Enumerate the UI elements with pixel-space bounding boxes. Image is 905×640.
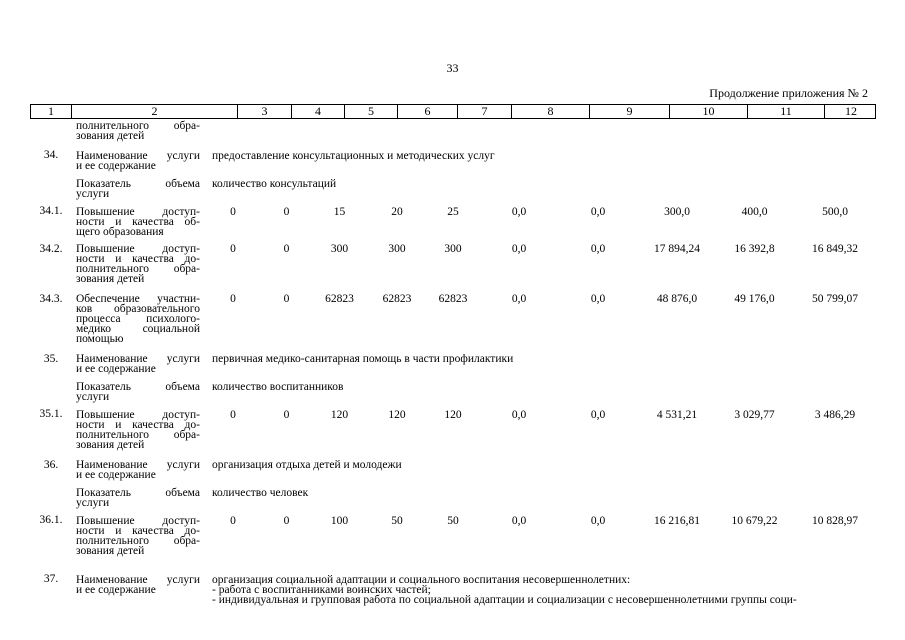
row-index: 35.1. [39,408,63,420]
header-col-2: 2 [71,105,237,118]
row-name: Наименование услуги и ее содержание [76,574,200,596]
cell-col-6: 120 [388,409,406,421]
cell-col-12: 16 849,32 [812,243,858,255]
row-index: 34.3. [39,293,63,305]
cell-col-3: 0 [230,206,236,218]
header-col-5: 5 [344,105,397,118]
table-header-row [30,104,876,119]
cell-col-10: 4 531,21 [656,409,698,421]
row-index: 34. [43,149,59,161]
volume-indicator: количество консультаций [212,178,337,190]
cell-col-7: 120 [444,409,462,421]
header-col-10: 10 [669,105,747,118]
cell-col-12: 50 799,07 [812,293,858,305]
continuation-caption: Продолжение приложения № 2 [709,86,868,100]
cell-col-5: 120 [330,409,349,421]
cell-col-7: 50 [447,515,459,527]
cell-col-11: 3 029,77 [734,409,775,421]
header-col-11: 11 [747,105,824,118]
cell-col-12: 10 828,97 [812,515,858,527]
cell-col-9: 0,0 [590,409,606,421]
header-col-6: 6 [397,105,457,118]
cell-col-5: 15 [333,206,346,218]
cell-col-12: 3 486,29 [814,409,856,421]
cell-col-9: 0,0 [590,243,606,255]
row-name: Показатель объема услуги [76,487,200,509]
header-col-1: 1 [48,104,54,118]
cell-col-3: 0 [230,243,236,255]
cell-col-10: 48 876,0 [656,293,698,305]
cell-col-4: 0 [283,293,290,305]
volume-indicator: количество человек [212,487,309,499]
cell-col-6: 50 [391,515,403,527]
cell-col-3: 0 [230,409,236,421]
cell-col-6: 62823 [382,293,412,305]
volume-indicator: количество воспитанников [212,381,344,393]
cell-col-11: 10 679,22 [731,515,778,527]
cell-col-10: 17 894,24 [654,243,700,255]
cell-col-4: 0 [283,409,290,421]
cell-col-3: 0 [230,293,236,305]
row-index: 36.1. [39,514,63,526]
row-name: Показатель объема услуги [76,381,200,403]
cell-col-9: 0,0 [590,206,606,218]
cell-col-12: 500,0 [822,206,848,218]
cell-col-8: 0,0 [511,206,527,218]
cell-col-4: 0 [283,206,290,218]
cell-col-7: 25 [447,206,459,218]
row-name: Повышение доступ- ности и качества до- полнительного обра- зования детей [76,409,200,451]
cell-col-8: 0,0 [511,409,527,421]
row-name: Наименование услуги и ее содержание [76,353,200,375]
service-content-line: - индивидуальная и групповая работа по социальной адаптации и социализации с несовершеннолетними группы соци- [212,594,797,606]
row-name: Повышение доступ- ности и качества до- полнительного обра- зования детей [76,515,200,557]
cell-col-9: 0,0 [590,515,606,527]
cell-col-7: 62823 [438,293,468,305]
row-index: 34.2. [39,243,63,255]
row-name: Повышение доступ- ности и качества до- полнительного обра- зования детей [76,243,200,285]
row-index: 37. [43,573,59,585]
header-col-7: 7 [457,105,511,118]
cell-col-5: 300 [330,243,349,255]
cell-col-10: 16 216,81 [654,515,700,527]
row-index: 35. [43,353,59,365]
service-content: организация отдыха детей и молодежи [212,459,402,471]
header-col-9: 9 [589,105,669,118]
header-col-8: 8 [511,105,589,118]
cell-col-6: 300 [388,243,406,255]
service-content: первичная медико-санитарная помощь в части профилактики [212,353,514,365]
row-index: 34.1. [39,205,63,217]
cell-col-11: 400,0 [741,206,768,218]
header-col-12: 12 [824,105,877,118]
row-name: Наименование услуги и ее содержание [76,150,200,172]
row-index: 36. [43,459,59,471]
row-name: Обеспечение участни- ков образовательного процесса психолого- медико социальной помощью [76,293,200,345]
cell-col-10: 300,0 [664,206,690,218]
service-content: предоставление консультационных и методических услуг [212,150,495,162]
cell-col-8: 0,0 [511,515,527,527]
cell-col-11: 16 392,8 [734,243,775,255]
cell-col-7: 300 [444,243,462,255]
header-col-4: 4 [291,105,344,118]
cell-col-3: 0 [230,515,236,527]
service-content-line: - работа с воспитанниками воинских частей; [212,584,431,596]
cell-col-8: 0,0 [511,293,527,305]
carryover-text: полнительного обра- зования детей [76,120,200,142]
header-col-3: 3 [237,105,291,118]
row-name: Показатель объема услуги [76,178,200,200]
cell-col-9: 0,0 [590,293,606,305]
cell-col-4: 0 [283,243,290,255]
cell-col-5: 100 [330,515,349,527]
service-content-line: организация социальной адаптации и социального воспитания несовершеннолетних: [212,574,631,586]
cell-col-6: 20 [391,206,403,218]
cell-col-4: 0 [283,515,290,527]
row-name: Повышение доступ- ности и качества об- щего образования [76,206,200,238]
page-number: 33 [446,61,459,75]
cell-col-8: 0,0 [511,243,527,255]
cell-col-5: 62823 [325,293,354,305]
cell-col-11: 49 176,0 [734,293,775,305]
row-name: Наименование услуги и ее содержание [76,459,200,481]
